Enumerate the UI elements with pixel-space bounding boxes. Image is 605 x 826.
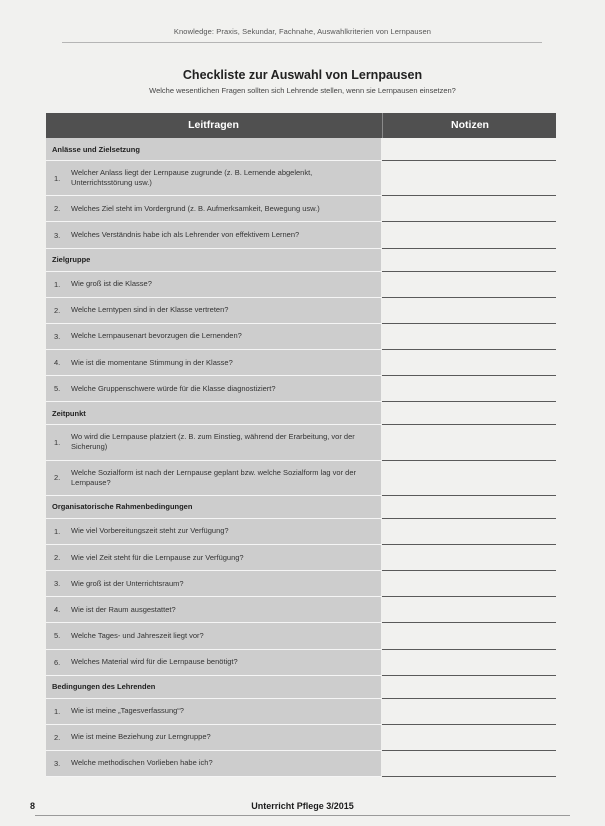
question-cell bbox=[46, 676, 381, 699]
question-cell bbox=[46, 496, 381, 519]
question-cell bbox=[46, 222, 381, 248]
question-number: 6. bbox=[54, 657, 61, 667]
notes-cell bbox=[382, 350, 556, 376]
question-cell bbox=[46, 725, 381, 751]
question-cell bbox=[46, 571, 381, 597]
question-cell bbox=[46, 699, 381, 725]
question-number: 5. bbox=[54, 631, 61, 641]
question-text: Welche methodischen Vorlieben habe ich? bbox=[71, 758, 213, 768]
page-subtitle: Welche wesentlichen Fragen sollten sich Lehrende stellen, wenn sie Lernpausen einsetzen? bbox=[149, 86, 456, 95]
question-row bbox=[46, 298, 556, 324]
question-number: 2. bbox=[54, 732, 61, 742]
notes-cell bbox=[382, 496, 556, 519]
question-row bbox=[46, 650, 556, 676]
question-cell bbox=[46, 545, 381, 571]
question-text: Wie viel Zeit steht für die Lernpause zur Verfügung? bbox=[71, 552, 244, 562]
question-number: 1. bbox=[54, 706, 61, 716]
question-cell bbox=[46, 196, 381, 222]
question-cell bbox=[46, 402, 381, 425]
section-row bbox=[46, 402, 556, 425]
question-number: 5. bbox=[54, 384, 61, 394]
question-text: Welcher Anlass liegt der Lernpause zugrunde (z. B. Lernende abgelenkt, Unterrichtsstörung usw.) bbox=[71, 168, 313, 188]
notes-cell bbox=[382, 571, 556, 597]
question-row bbox=[46, 222, 556, 248]
question-row bbox=[46, 350, 556, 376]
running-head: Knowledge: Praxis, Sekundar, Fachnahe, Auswahlkriterien von Lernpausen bbox=[173, 27, 432, 36]
column-header-leitfragen: Leitfragen bbox=[188, 119, 239, 131]
section-row bbox=[46, 138, 556, 161]
question-row bbox=[46, 597, 556, 623]
notes-cell bbox=[382, 138, 556, 161]
question-number: 2. bbox=[54, 473, 61, 483]
notes-cell bbox=[382, 751, 556, 777]
question-cell bbox=[46, 350, 381, 376]
question-number: 3. bbox=[54, 331, 61, 341]
question-cell bbox=[46, 425, 381, 460]
notes-cell bbox=[382, 545, 556, 571]
notes-cell bbox=[382, 725, 556, 751]
question-text: Welche Lernpausenart bevorzugen die Lernenden? bbox=[71, 331, 242, 341]
question-cell bbox=[46, 597, 381, 623]
question-text: Wie ist meine „Tagesverfassung“? bbox=[71, 706, 184, 716]
section-heading: Zeitpunkt bbox=[52, 408, 86, 418]
question-number: 1. bbox=[54, 173, 61, 183]
notes-cell bbox=[382, 519, 556, 545]
question-row bbox=[46, 545, 556, 571]
column-header-notizen: Notizen bbox=[382, 113, 557, 138]
question-row bbox=[46, 196, 556, 222]
section-heading: Zielgruppe bbox=[52, 255, 91, 265]
notes-cell bbox=[382, 249, 556, 272]
question-cell bbox=[46, 272, 381, 298]
notes-cell bbox=[382, 597, 556, 623]
journal-footer: Unterricht Pflege 3/2015 bbox=[251, 801, 354, 811]
question-row bbox=[46, 699, 556, 725]
table-header bbox=[46, 113, 556, 138]
notes-cell bbox=[382, 222, 556, 248]
notes-cell bbox=[382, 623, 556, 649]
notes-cell bbox=[382, 272, 556, 298]
question-text: Welche Tages- und Jahreszeit liegt vor? bbox=[71, 630, 204, 640]
page-title: Checkliste zur Auswahl von Lernpausen bbox=[182, 68, 423, 82]
question-number: 4. bbox=[54, 358, 61, 368]
question-row bbox=[46, 425, 556, 460]
question-cell bbox=[46, 138, 381, 161]
notes-cell bbox=[382, 650, 556, 676]
question-text: Welche Lerntypen sind in der Klasse vertreten? bbox=[71, 305, 229, 315]
question-text: Wie groß ist die Klasse? bbox=[71, 279, 152, 289]
question-number: 1. bbox=[54, 279, 61, 289]
section-heading: Organisatorische Rahmenbedingungen bbox=[52, 502, 193, 512]
footer-divider bbox=[35, 815, 570, 816]
question-text: Welches Ziel steht im Vordergrund (z. B. Aufmerksamkeit, Bewegung usw.) bbox=[71, 203, 320, 213]
question-row bbox=[46, 751, 556, 777]
section-row bbox=[46, 676, 556, 699]
notes-cell bbox=[382, 376, 556, 402]
question-cell bbox=[46, 161, 381, 196]
question-number: 3. bbox=[54, 230, 61, 240]
question-cell bbox=[46, 376, 381, 402]
checklist-table bbox=[46, 113, 556, 777]
question-row bbox=[46, 571, 556, 597]
question-cell bbox=[46, 519, 381, 545]
question-text: Welche Gruppenschwere würde für die Klasse diagnostiziert? bbox=[71, 383, 276, 393]
question-text: Welches Material wird für die Lernpause benötigt? bbox=[71, 657, 238, 667]
notes-cell bbox=[382, 298, 556, 324]
question-row bbox=[46, 623, 556, 649]
question-row bbox=[46, 461, 556, 496]
notes-cell bbox=[382, 676, 556, 699]
section-heading: Anlässe und Zielsetzung bbox=[52, 144, 140, 154]
question-cell bbox=[46, 461, 381, 496]
notes-cell bbox=[382, 196, 556, 222]
question-number: 1. bbox=[54, 526, 61, 536]
question-row bbox=[46, 519, 556, 545]
question-number: 3. bbox=[54, 579, 61, 589]
question-row bbox=[46, 161, 556, 196]
question-number: 2. bbox=[54, 305, 61, 315]
question-text: Wie ist der Raum ausgestattet? bbox=[71, 604, 176, 614]
question-row bbox=[46, 272, 556, 298]
question-number: 1. bbox=[54, 437, 61, 447]
question-cell bbox=[46, 298, 381, 324]
notes-cell bbox=[382, 324, 556, 350]
question-text: Welche Sozialform ist nach der Lernpause geplant bzw. welche Sozialform lag vor der Lernpause? bbox=[71, 467, 357, 487]
question-cell bbox=[46, 249, 381, 272]
question-number: 3. bbox=[54, 758, 61, 768]
question-text: Wo wird die Lernpause platziert (z. B. zum Einstieg, während der Erarbeitung, vor der Sicherung) bbox=[71, 432, 355, 452]
notes-cell bbox=[382, 402, 556, 425]
section-row bbox=[46, 249, 556, 272]
question-text: Wie viel Vorbereitungszeit steht zur Verfügung? bbox=[71, 526, 229, 536]
question-text: Wie groß ist der Unterrichtsraum? bbox=[71, 578, 184, 588]
question-text: Wie ist meine Beziehung zur Lerngruppe? bbox=[71, 732, 211, 742]
notes-cell bbox=[382, 461, 556, 496]
notes-cell bbox=[382, 699, 556, 725]
header-divider bbox=[62, 42, 542, 43]
question-text: Welches Verständnis habe ich als Lehrender von effektivem Lernen? bbox=[71, 230, 300, 240]
question-number: 2. bbox=[54, 553, 61, 563]
section-row bbox=[46, 496, 556, 519]
question-row bbox=[46, 376, 556, 402]
notes-cell bbox=[382, 161, 556, 196]
question-cell bbox=[46, 623, 381, 649]
question-text: Wie ist die momentane Stimmung in der Klasse? bbox=[71, 357, 233, 367]
question-number: 4. bbox=[54, 605, 61, 615]
question-row bbox=[46, 725, 556, 751]
notes-cell bbox=[382, 425, 556, 460]
question-number: 2. bbox=[54, 204, 61, 214]
question-row bbox=[46, 324, 556, 350]
question-cell bbox=[46, 324, 381, 350]
question-cell bbox=[46, 650, 381, 676]
section-heading: Bedingungen des Lehrenden bbox=[52, 682, 156, 692]
page-number: 8 bbox=[30, 801, 36, 811]
question-cell bbox=[46, 751, 381, 777]
